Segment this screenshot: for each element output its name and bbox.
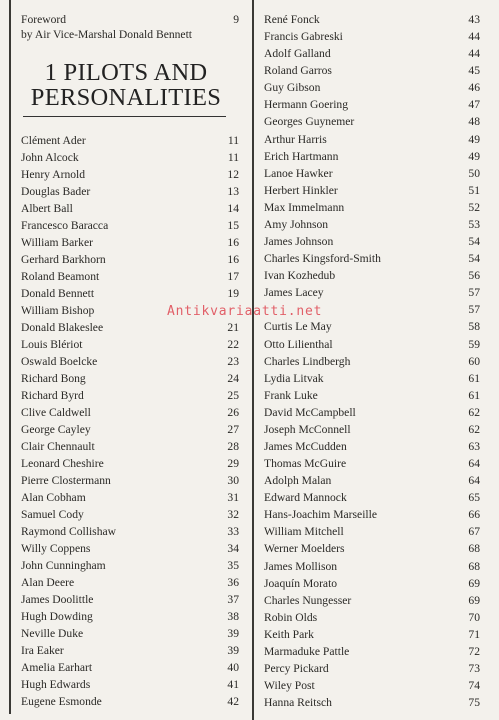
toc-entry-page: 46 bbox=[468, 81, 480, 95]
toc-entry-page: 36 bbox=[227, 576, 239, 589]
toc-entry-page: 72 bbox=[468, 644, 480, 658]
toc-entry bbox=[21, 506, 239, 523]
toc-entry-name: Alan Cobham bbox=[21, 491, 86, 504]
toc-entry-name: James Johnson bbox=[264, 235, 334, 249]
toc-entry bbox=[264, 592, 480, 609]
toc-entry bbox=[264, 216, 480, 233]
toc-entry-page: 13 bbox=[227, 185, 239, 198]
toc-entry-name: Gerhard Barkhorn bbox=[21, 253, 106, 266]
toc-entry-page: 14 bbox=[227, 202, 239, 215]
toc-entry bbox=[21, 693, 239, 710]
toc-entry bbox=[264, 182, 480, 199]
toc-entry-name: John Cunningham bbox=[21, 559, 106, 572]
toc-entry bbox=[264, 660, 480, 677]
toc-entry-page: 50 bbox=[468, 166, 480, 180]
toc-entry-page: 64 bbox=[468, 457, 480, 471]
toc-entry-page: 23 bbox=[227, 355, 239, 368]
toc-entry bbox=[264, 131, 480, 148]
toc-entry bbox=[21, 591, 239, 608]
toc-entry bbox=[21, 659, 239, 676]
toc-entry-name: Amelia Earhart bbox=[21, 661, 93, 674]
toc-entry-page: 49 bbox=[468, 132, 480, 146]
toc-entry-name: Donald Blakeslee bbox=[21, 321, 104, 334]
toc-entry-name: George Cayley bbox=[21, 423, 91, 436]
toc-entry-page: 42 bbox=[227, 695, 239, 708]
toc-entry-page: 54 bbox=[468, 252, 480, 266]
foreword-title: Foreword bbox=[21, 13, 67, 26]
toc-entry-page: 31 bbox=[227, 491, 239, 504]
toc-entry-name: Richard Byrd bbox=[21, 389, 84, 402]
toc-entry-name: Max Immelmann bbox=[264, 200, 345, 214]
toc-entry-name: Percy Pickard bbox=[264, 662, 329, 676]
toc-entry bbox=[21, 319, 239, 336]
toc-entry-name: Keith Park bbox=[264, 627, 314, 641]
toc-entry-page: 67 bbox=[468, 525, 480, 539]
toc-entry-name: Ivan Kozhedub bbox=[264, 269, 336, 283]
toc-entry bbox=[264, 199, 480, 216]
toc-entry-name: Amy Johnson bbox=[264, 217, 329, 231]
toc-entry-name: Oswald Boelcke bbox=[21, 355, 98, 368]
toc-entry-name: Samuel Cody bbox=[21, 508, 84, 521]
toc-entry-name: Charles Lindbergh bbox=[264, 354, 351, 368]
toc-entry-name: Lanoe Hawker bbox=[264, 166, 333, 180]
toc-entry-name: Georges Guynemer bbox=[264, 115, 355, 129]
toc-entry-page: 11 bbox=[227, 134, 239, 147]
toc-entry-page: 43 bbox=[468, 13, 480, 26]
toc-entry-page: 29 bbox=[227, 457, 239, 470]
toc-entry-page: 68 bbox=[468, 542, 480, 556]
toc-entry-page: 62 bbox=[468, 422, 480, 436]
toc-entry bbox=[21, 625, 239, 642]
toc-entry bbox=[264, 677, 480, 694]
toc-entry-name: William Barker bbox=[21, 236, 93, 249]
toc-entry bbox=[21, 608, 239, 625]
column-divider-rule bbox=[252, 0, 254, 720]
toc-entry-page: 16 bbox=[227, 253, 239, 266]
toc-entry-page: 39 bbox=[227, 627, 239, 640]
toc-entry-name: Adolf Galland bbox=[264, 47, 331, 61]
toc-entry-page: 61 bbox=[468, 371, 480, 385]
toc-entry bbox=[264, 489, 480, 506]
toc-entry bbox=[21, 200, 239, 217]
toc-entry bbox=[21, 251, 239, 268]
toc-entry-page: 51 bbox=[468, 183, 480, 197]
toc-entry-page: 39 bbox=[227, 644, 239, 657]
toc-entry-page: 62 bbox=[468, 405, 480, 419]
toc-entry-page: 38 bbox=[227, 610, 239, 623]
toc-entry-page: 22 bbox=[227, 338, 239, 351]
chapter-heading-line-2: PERSONALITIES bbox=[30, 84, 222, 111]
left-margin-rule bbox=[9, 0, 11, 714]
toc-entry-name: Henry Arnold bbox=[21, 168, 86, 181]
toc-entry bbox=[264, 267, 480, 284]
toc-entry-page: 73 bbox=[468, 662, 480, 676]
toc-entry-name: Hans-Joachim Marseille bbox=[264, 508, 378, 522]
toc-entry-name: Clément Ader bbox=[21, 134, 86, 147]
toc-entry-page: 54 bbox=[468, 235, 480, 249]
toc-entry-page: 41 bbox=[227, 678, 239, 691]
toc-entry-name: Marmaduke Pattle bbox=[264, 644, 350, 658]
toc-entry-name: Clive Caldwell bbox=[21, 406, 91, 419]
toc-entry-page: 49 bbox=[468, 149, 480, 163]
toc-entry-page: 68 bbox=[468, 559, 480, 573]
toc-entry bbox=[21, 489, 239, 506]
toc-entry-name: Louis Blériot bbox=[21, 338, 83, 351]
toc-entry-name: René Fonck bbox=[264, 13, 320, 26]
toc-entry-name: Werner Moelders bbox=[264, 542, 345, 556]
toc-entry-page: 33 bbox=[227, 525, 239, 538]
toc-entry-page: 74 bbox=[468, 679, 480, 693]
toc-entry-page: 34 bbox=[227, 542, 239, 555]
toc-entry-page: 69 bbox=[468, 576, 480, 590]
toc-entry bbox=[264, 28, 480, 45]
toc-entry bbox=[264, 336, 480, 353]
toc-entry bbox=[21, 166, 239, 183]
toc-entry-page: 48 bbox=[468, 115, 480, 129]
toc-entry-page: 75 bbox=[468, 696, 480, 710]
toc-entry-name: Raymond Collishaw bbox=[21, 525, 117, 538]
toc-entry-page: 61 bbox=[468, 388, 480, 402]
toc-entry-page: 21 bbox=[227, 321, 239, 334]
toc-entry-name: William Bishop bbox=[21, 304, 95, 317]
foreword-entry bbox=[21, 12, 239, 42]
toc-entry-name: James Doolittle bbox=[21, 593, 94, 606]
toc-entry-page: 58 bbox=[468, 320, 480, 334]
toc-entry-name: Herbert Hinkler bbox=[264, 183, 338, 197]
toc-entry-name: Francesco Baracca bbox=[21, 219, 109, 232]
toc-entry-name: Charles Nungesser bbox=[264, 593, 352, 607]
toc-entry-page: 16 bbox=[227, 236, 239, 249]
toc-entry bbox=[21, 642, 239, 659]
toc-entry bbox=[264, 62, 480, 79]
toc-entry-page: 53 bbox=[468, 217, 480, 231]
toc-entry-name: Curtis Le May bbox=[264, 320, 332, 334]
toc-entry-name: Eugene Esmonde bbox=[21, 695, 102, 708]
toc-entry-name: James Lacey bbox=[264, 286, 324, 300]
toc-entry-page: 71 bbox=[468, 627, 480, 641]
toc-entry bbox=[21, 523, 239, 540]
toc-entry-page: 70 bbox=[468, 610, 480, 624]
toc-entry-page: 44 bbox=[468, 47, 480, 61]
toc-entry-page: 52 bbox=[468, 200, 480, 214]
toc-entry-name: Erich Hartmann bbox=[264, 149, 339, 163]
toc-entry bbox=[264, 79, 480, 96]
foreword-page: 9 bbox=[233, 13, 239, 26]
toc-entry-page: 15 bbox=[227, 219, 239, 232]
toc-entry-name: Clair Chennault bbox=[21, 440, 95, 453]
toc-entry-page: 35 bbox=[227, 559, 239, 572]
toc-entry-page: 56 bbox=[468, 269, 480, 283]
toc-entry bbox=[21, 557, 239, 574]
chapter-heading-underline bbox=[23, 116, 226, 117]
toc-entry-page: 40 bbox=[227, 661, 239, 674]
toc-entry-page: 44 bbox=[468, 30, 480, 44]
toc-entry-name: Roland Beamont bbox=[21, 270, 100, 283]
toc-entry bbox=[264, 575, 480, 592]
toc-entry bbox=[21, 370, 239, 387]
toc-entry bbox=[264, 353, 480, 370]
toc-entry-name: Charles Kingsford-Smith bbox=[264, 252, 381, 266]
toc-entry-name: James Mollison bbox=[264, 559, 338, 573]
toc-entry-name: Hugh Edwards bbox=[21, 678, 91, 691]
toc-entry bbox=[264, 438, 480, 455]
chapter-heading bbox=[21, 60, 231, 110]
toc-entry-name: Robin Olds bbox=[264, 610, 318, 624]
toc-entry-page: 47 bbox=[468, 98, 480, 112]
toc-entry bbox=[264, 609, 480, 626]
toc-entry-name: Roland Garros bbox=[264, 64, 332, 78]
toc-entry bbox=[21, 217, 239, 234]
toc-entry bbox=[264, 694, 480, 711]
toc-entry-name: Alan Deere bbox=[21, 576, 75, 589]
toc-entry-name: Francis Gabreski bbox=[264, 30, 343, 44]
toc-entry bbox=[21, 438, 239, 455]
toc-entry bbox=[21, 183, 239, 200]
toc-entry-name: Guy Gibson bbox=[264, 81, 321, 95]
toc-entry bbox=[264, 250, 480, 267]
toc-entry bbox=[264, 472, 480, 489]
toc-entry-name: Joaquín Morato bbox=[264, 576, 338, 590]
toc-entry bbox=[21, 268, 239, 285]
toc-entry bbox=[264, 96, 480, 113]
toc-entry-name: Leonard Cheshire bbox=[21, 457, 104, 470]
toc-entry-name: James McCudden bbox=[264, 440, 347, 453]
toc-entry-name: Hanna Reitsch bbox=[264, 696, 332, 710]
toc-entry-name: Otto Lilienthal bbox=[264, 337, 333, 351]
toc-entry bbox=[21, 472, 239, 489]
toc-entry bbox=[264, 523, 480, 540]
toc-entry-name: Neville Duke bbox=[21, 627, 84, 640]
toc-entry-page: 24 bbox=[227, 372, 239, 385]
toc-entry-page: 27 bbox=[227, 423, 239, 436]
toc-entry-page: 19 bbox=[227, 287, 239, 300]
toc-entry bbox=[264, 284, 480, 301]
toc-entry bbox=[21, 540, 239, 557]
toc-entry-page: 30 bbox=[227, 474, 239, 487]
toc-entry bbox=[21, 455, 239, 472]
toc-entry-name: Hermann Goering bbox=[264, 98, 349, 112]
toc-entry bbox=[264, 421, 480, 438]
toc-entry-name: Richard Bong bbox=[21, 372, 86, 385]
toc-entry bbox=[21, 149, 239, 166]
toc-entry-name: David McCampbell bbox=[264, 405, 356, 419]
toc-entry-page: 25 bbox=[227, 389, 239, 402]
toc-entry bbox=[21, 234, 239, 251]
toc-entry-name: Donald Bennett bbox=[21, 287, 95, 300]
toc-entry bbox=[264, 165, 480, 182]
toc-entry bbox=[21, 336, 239, 353]
toc-entry bbox=[264, 540, 480, 557]
toc-entry-name: Joseph McConnell bbox=[264, 422, 351, 436]
toc-entry-name: Wiley Post bbox=[264, 679, 315, 693]
toc-entry-name: William Mitchell bbox=[264, 525, 344, 539]
toc-entry bbox=[264, 643, 480, 660]
toc-entry-name: Edward Mannock bbox=[264, 491, 347, 505]
toc-entry-name: Frank Luke bbox=[264, 388, 318, 402]
toc-entry bbox=[21, 387, 239, 404]
toc-entry bbox=[264, 370, 480, 387]
toc-entry-page: 11 bbox=[227, 151, 239, 164]
toc-entry-page: 32 bbox=[227, 508, 239, 521]
toc-entry-name: Douglas Bader bbox=[21, 185, 91, 198]
toc-entry bbox=[264, 558, 480, 575]
toc-entry-page: 45 bbox=[468, 64, 480, 78]
toc-entry-name: Arthur Harris bbox=[264, 132, 327, 146]
toc-entry-page: 57 bbox=[468, 286, 480, 300]
toc-entry-page: 26 bbox=[227, 406, 239, 419]
toc-entry-name: Willy Coppens bbox=[21, 542, 91, 555]
toc-entry-page: 66 bbox=[468, 508, 480, 522]
toc-entry-name: Ira Eaker bbox=[21, 644, 64, 657]
toc-entry bbox=[264, 506, 480, 523]
foreword-byline: by Air Vice-Marshal Donald Bennett bbox=[21, 28, 193, 41]
toc-entry-page: 63 bbox=[468, 440, 480, 453]
toc-entry bbox=[264, 113, 480, 130]
toc-entry-page: 17 bbox=[227, 270, 239, 283]
toc-entry-name: Albert Ball bbox=[21, 202, 73, 215]
toc-entry-name: Pierre Clostermann bbox=[21, 474, 111, 487]
toc-entry bbox=[21, 404, 239, 421]
toc-entry bbox=[264, 11, 480, 28]
toc-entry bbox=[21, 676, 239, 693]
toc-entry bbox=[264, 626, 480, 643]
toc-entry bbox=[21, 574, 239, 591]
toc-entry bbox=[21, 353, 239, 370]
toc-entry bbox=[264, 318, 480, 335]
toc-entry bbox=[264, 404, 480, 421]
chapter-heading-line-1: 1 PILOTS AND bbox=[44, 59, 208, 86]
toc-entry bbox=[264, 455, 480, 472]
toc-entry-page: 64 bbox=[468, 474, 480, 488]
toc-entry-name: Lydia Litvak bbox=[264, 371, 324, 385]
toc-entry-name: Hugh Dowding bbox=[21, 610, 93, 623]
toc-entry bbox=[264, 148, 480, 165]
toc-entry-page: 60 bbox=[468, 354, 480, 368]
watermark: Antikvariaatti.net bbox=[167, 304, 323, 319]
toc-entry-page: 37 bbox=[227, 593, 239, 606]
toc-entry bbox=[21, 421, 239, 438]
toc-entry-page: 12 bbox=[227, 168, 239, 181]
toc-entry-page: 65 bbox=[468, 491, 480, 505]
toc-entry bbox=[264, 45, 480, 62]
toc-entry-name: John Alcock bbox=[21, 151, 79, 164]
toc-entry bbox=[264, 233, 480, 250]
toc-entry bbox=[264, 387, 480, 404]
toc-entry bbox=[21, 132, 239, 149]
toc-entry-page: 59 bbox=[468, 337, 480, 351]
toc-entry-name: Adolph Malan bbox=[264, 474, 332, 488]
toc-entry-page: 28 bbox=[227, 440, 239, 453]
toc-entry-page: 69 bbox=[468, 593, 480, 607]
toc-entry bbox=[21, 285, 239, 302]
toc-entry-page: 57 bbox=[468, 303, 480, 317]
toc-entry-name: Thomas McGuire bbox=[264, 457, 347, 471]
